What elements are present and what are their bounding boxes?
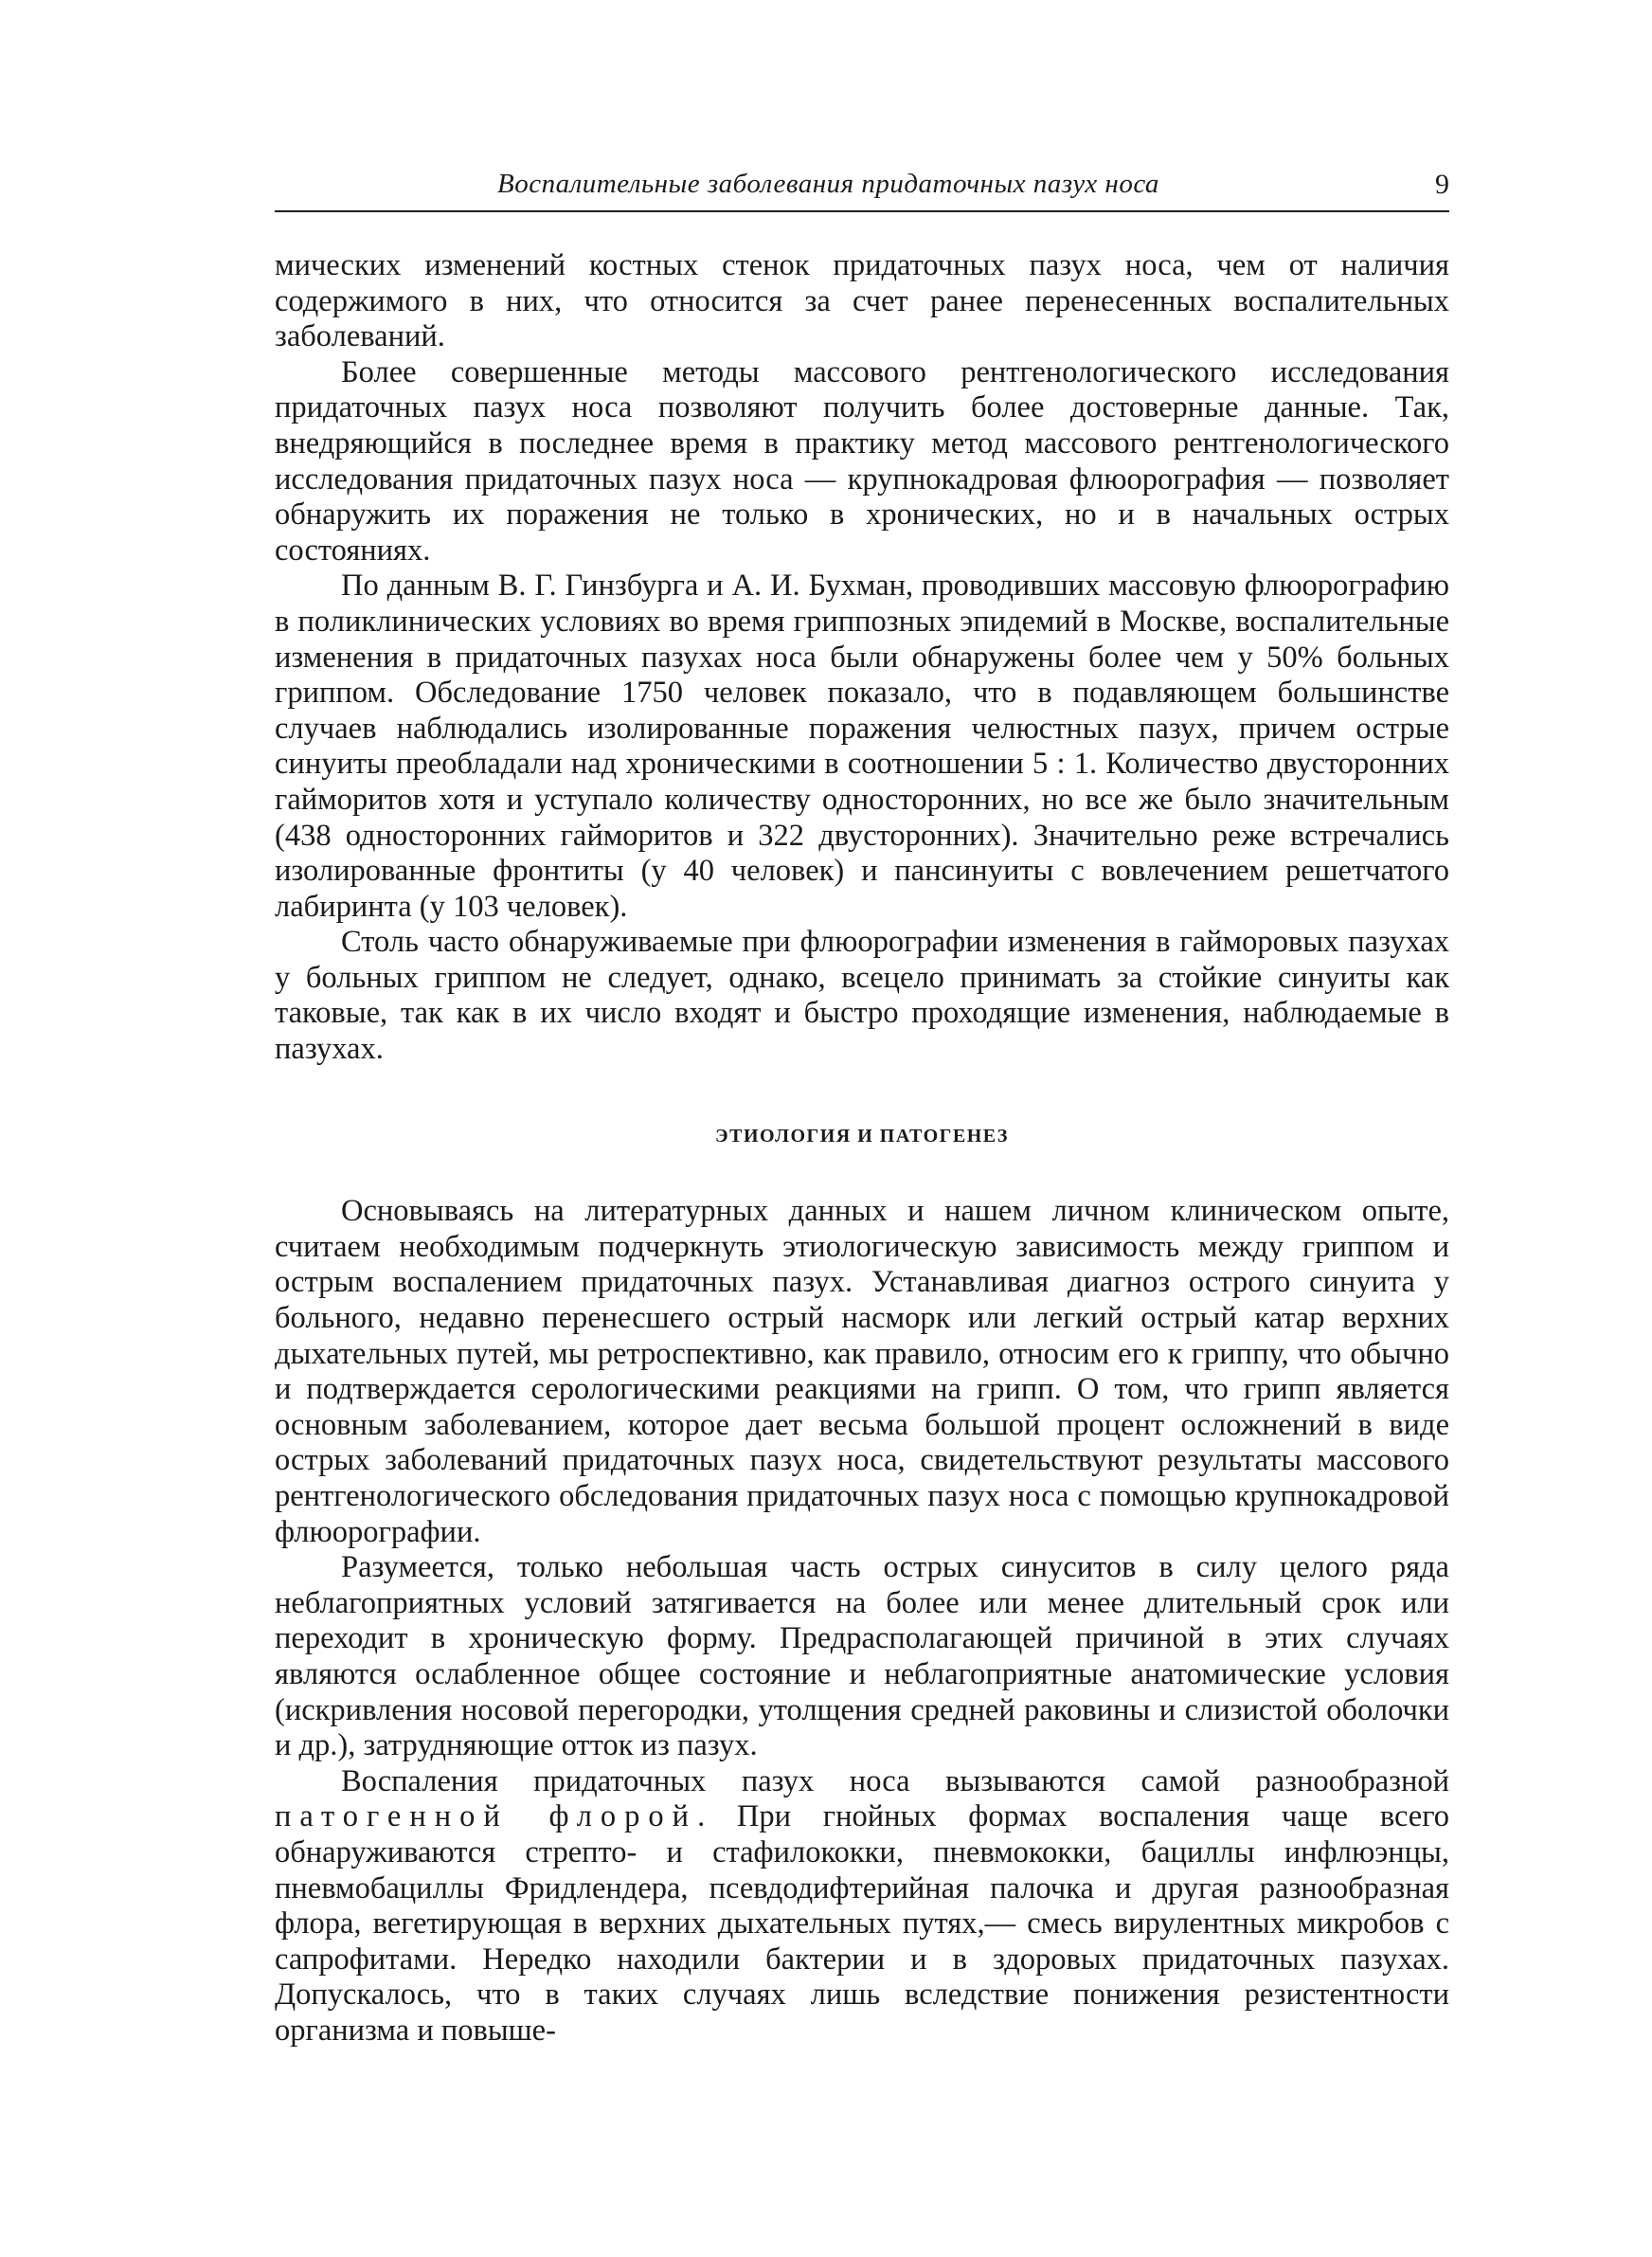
paragraph: Столь часто обнаруживаемые при флюорографии изменения в гайморовых пазухах у больных гриппом не следует, однако, всецело принимать за стойкие синуиты как таковые, так как в их число входят и быстро проходящие изменения, наблюдаемые в пазухах. bbox=[275, 925, 1449, 1067]
paragraph-text: . При гнойных формах воспаления чаще всего обнаруживаются стрепто- и стафилококки, пневмококки, бациллы инфлюэнцы, пневмобациллы Фридлендера, псевдодифтерийная палочка и другая разнообразная флора, вегетирующая в верхних дыхательных путях,— смесь вирулентных микробов с сапрофитами. Нередко находили бактерии и в здоровых придаточных пазухах. Допускалось, что в таких случаях лишь вследствие понижения резистентности организма и повыше- bbox=[275, 1799, 1449, 2048]
running-header bbox=[275, 169, 1449, 212]
paragraph-last bbox=[275, 1764, 1449, 2049]
paragraph: Разумеется, только небольшая часть острых синуситов в силу целого ряда неблагоприятных условий затягивается на более или менее длительный срок или переходит в хроническую форму. Предрасполагающей причиной в этих случаях являются ослабленное общее состояние и неблагоприятные анатомические условия (искривления носовой перегородки, утолщения средней раковины и слизистой оболочки и др.), затрудняющие отток из пазух. bbox=[275, 1550, 1449, 1763]
paragraph-text: Воспаления придаточных пазух носа вызываются самой разнообразной bbox=[341, 1763, 1449, 1798]
paragraph: По данным В. Г. Гинзбурга и А. И. Бухман, проводивших массовую флюорографию в поликлинических условиях во время гриппозных эпидемий в Москве, воспалительные изменения в придаточных пазухах носа были обнаружены более чем у 50% больных гриппом. Обследование 1750 человек показало, что в подавляющем большинстве случаев наблюдались изолированные поражения челюстных пазух, причем острые синуиты преобладали над хроническими в соотношении 5 : 1. Количество двусторонних гайморитов хотя и уступало количеству односторонних, но все же было значительным (438 односторонних гайморитов и 322 двусторонних). Значительно реже встречались изолированные фронтиты (у 40 человек) и пансинуиты с вовлечением решетчатого лабиринта (у 103 человек). bbox=[275, 569, 1449, 924]
paragraph: Более совершенные методы массового рентгенологического исследования придаточных пазух носа позволяют получить более достоверные данные. Так, внедряющийся в последнее время в практику метод массового рентгенологического исследования придаточных пазух носа — крупнокадровая флюорография — позволяет обнаружить их поражения не только в хронических, но и в начальных острых состояниях. bbox=[275, 354, 1449, 568]
paragraph-continued: мических изменений костных стенок придаточных пазух носа, чем от наличия содержимого в них, что относится за счет ранее перенесенных воспалительных заболеваний. bbox=[275, 248, 1449, 354]
section-heading: ЭТИОЛОГИЯ И ПАТОГЕНЕЗ bbox=[715, 1125, 1009, 1147]
page-number: 9 bbox=[1435, 169, 1449, 200]
running-title: Воспалительные заболевания придаточных пазух носа bbox=[497, 169, 1159, 199]
paragraph: Основываясь на литературных данных и нашем личном клиническом опыте, считаем необходимым подчеркнуть этиологическую зависимость между гриппом и острым воспалением придаточных пазух. Устанавливая диагноз острого синуита у больного, недавно перенесшего острый насморк или легкий острый катар верхних дыхательных путей, мы ретроспективно, как правило, относим его к гриппу, что обычно и подтверждается серологическими реакциями на грипп. О том, что грипп является основным заболеванием, которое дает весьма большой процент осложнений в виде острых заболеваний придаточных пазух носа, свидетельствуют результаты массового рентгенологического обследования придаточных пазух носа с помощью крупнокадровой флюорографии. bbox=[275, 1194, 1449, 1549]
spaced-emphasis: патогенной флорой bbox=[275, 1799, 698, 1834]
page-body bbox=[275, 248, 1449, 2049]
